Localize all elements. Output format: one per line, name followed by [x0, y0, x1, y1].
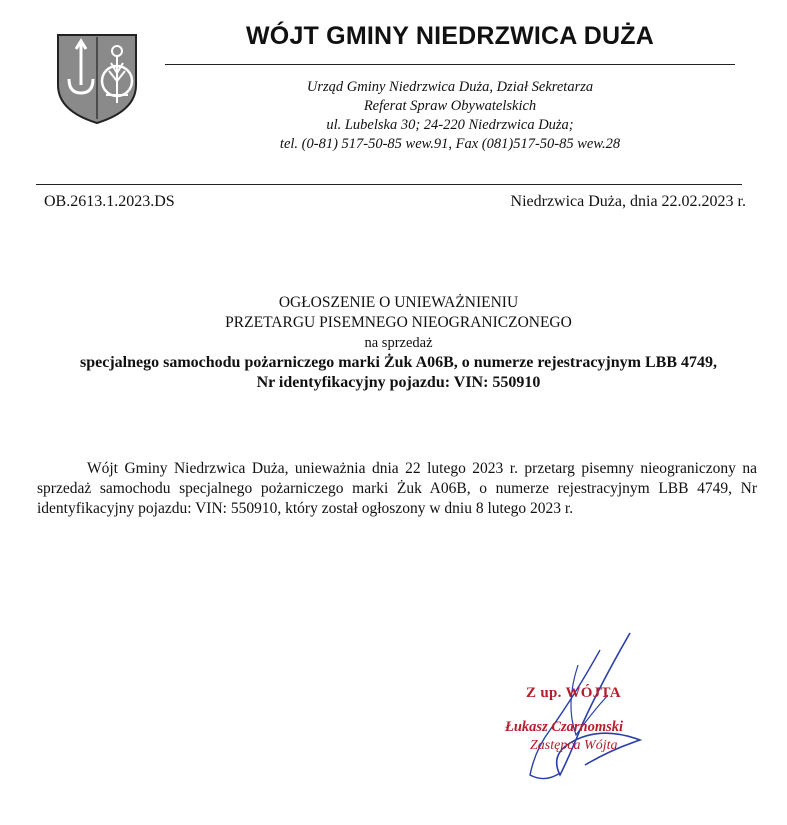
stamp-name: Łukasz Czarnomski: [505, 719, 624, 735]
title-line: na sprzedaż: [364, 335, 433, 351]
signature-icon: [490, 625, 670, 785]
address-line: tel. (0-81) 517-50-85 wew.91, Fax (081)517-50-85 wew.28: [279, 136, 621, 152]
title-line: PRZETARGU PISEMNEGO NIEOGRANICZONEGO: [225, 314, 572, 331]
place-date: Niedrzwica Duża, dnia 22.02.2023 r.: [510, 193, 746, 210]
reference-number: OB.2613.1.2023.DS: [44, 193, 175, 210]
title-line: Nr identyfikacyjny pojazdu: VIN: 550910: [256, 374, 541, 391]
stamp-role: Zastępca Wójta: [530, 738, 618, 753]
header-rule: [165, 64, 735, 65]
divider-line: [36, 184, 742, 185]
office-name: WÓJT GMINY NIEDRZWICA DUŻA: [246, 22, 654, 50]
address-block: [170, 78, 730, 154]
address-line: ul. Lubelska 30; 24-220 Niedrzwica Duża;: [326, 117, 574, 133]
address-line: Referat Spraw Obywatelskich: [363, 98, 537, 114]
coat-of-arms-icon: [56, 33, 138, 125]
title-line: specjalnego samochodu pożarniczego marki Żuk A06B, o numerze rejestracyjnym LBB 4749,: [80, 354, 717, 371]
address-line: Urząd Gminy Niedrzwica Duża, Dział Sekretarza: [306, 79, 594, 95]
announcement-body: Wójt Gminy Niedrzwica Duża, unieważnia dnia 22 lutego 2023 r. przetarg pisemny nieograniczony na sprzedaż samochodu specjalnego pożarniczego marki Żuk A06B, o numerze rejestracyjnym LBB 4749, Nr identyfikacyjny pojazdu: VIN: 550910, który został ogłoszony w dniu 8 lutego 2023 r.: [37, 460, 757, 517]
announcement-title: [20, 293, 777, 393]
title-line: OGŁOSZENIE O UNIEWAŻNIENIU: [278, 294, 519, 311]
stamp-authorization: Z up. WÓJTA: [526, 685, 621, 701]
